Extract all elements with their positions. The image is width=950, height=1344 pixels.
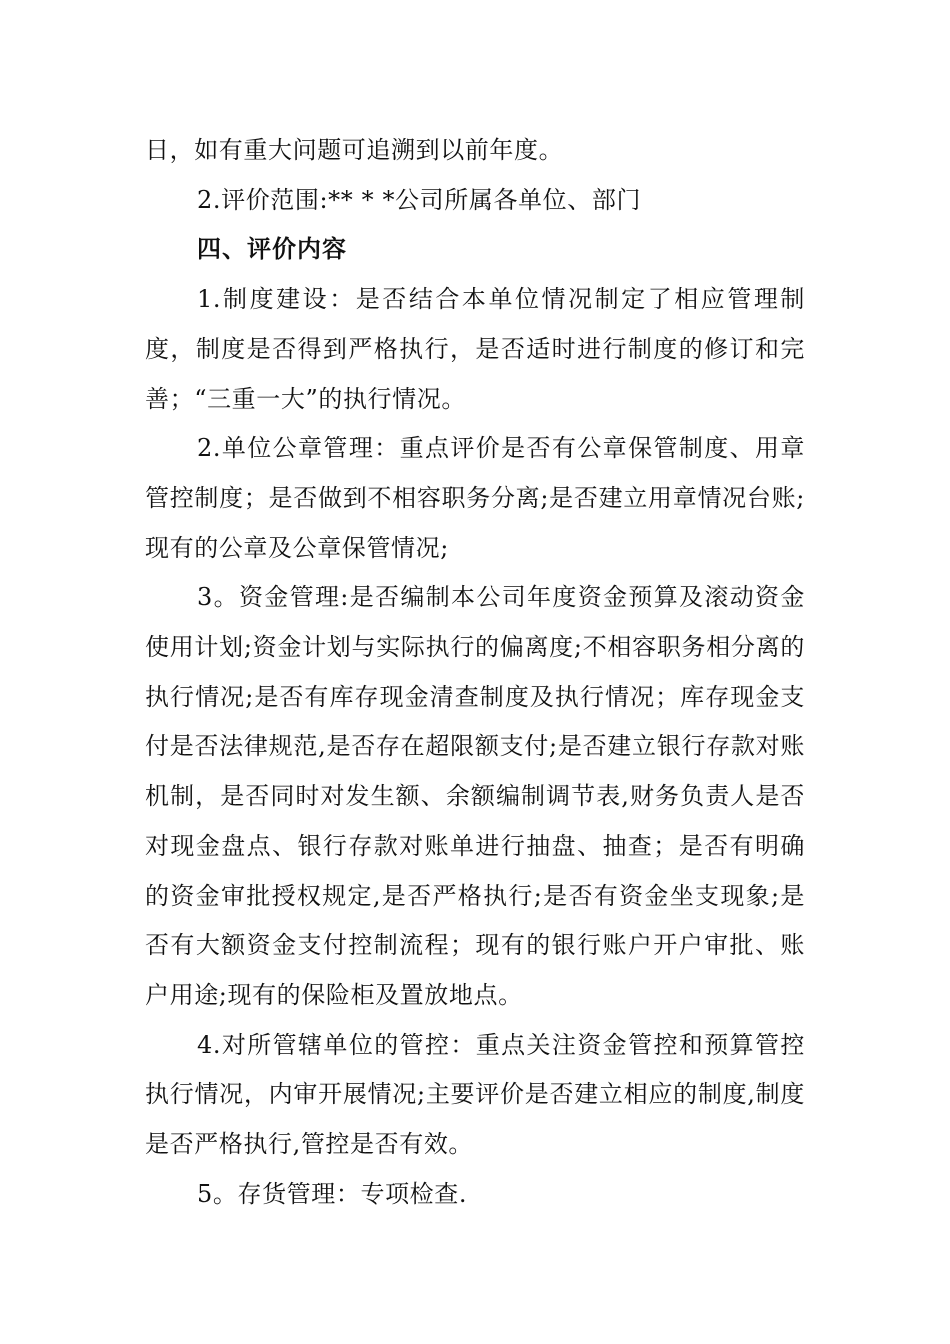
- paragraph-item-2-seal-management: 2.单位公章管理：重点评价是否有公章保管制度、用章管控制度；是否做到不相容职务分离;是否建立用章情况台账;现有的公章及公章保管情况;: [145, 434, 805, 562]
- paragraph-item-4-subsidiary-control: 4.对所管辖单位的管控：重点关注资金管控和预算管控执行情况，内审开展情况;主要评价是否建立相应的制度,制度是否严格执行,管控是否有效。: [145, 1030, 805, 1159]
- paragraph-item-1-system-construction: 1.制度建设：是否结合本单位情况制定了相应管理制度，制度是否得到严格执行，是否适时进行制度的修订和完善；“三重一大”的执行情况。: [145, 285, 805, 413]
- paragraph-item-5-inventory-management: 5。存货管理：专项检查.: [197, 1179, 468, 1208]
- paragraph-continuation: 日，如有重大问题可追溯到以前年度。: [145, 136, 564, 164]
- section-heading-evaluation-content: 四、评价内容: [197, 235, 347, 264]
- paragraph-item-3-fund-management: 3。资金管理:是否编制本公司年度资金预算及滚动资金使用计划;资金计划与实际执行的偏离度;不相容职务相分离的执行情况;是否有库存现金清查制度及执行情况；库存现金支付是否法律规范,是否存在超限额支付;是否建立银行存款对账机制，是否同时对发生额、余额编制调节表,财务负责人是否对现金盘点、银行存款对账单进行抽盘、抽查；是否有明确的资金审批授权规定,是否严格执行;是否有资金坐支现象;是否有大额资金支付控制流程；现有的银行账户开户审批、账户用途;现有的保险柜及置放地点。: [145, 583, 805, 1009]
- document-body: [145, 126, 805, 1219]
- paragraph-evaluation-scope: 2.评价范围:** * *公司所属各单位、部门: [197, 185, 642, 214]
